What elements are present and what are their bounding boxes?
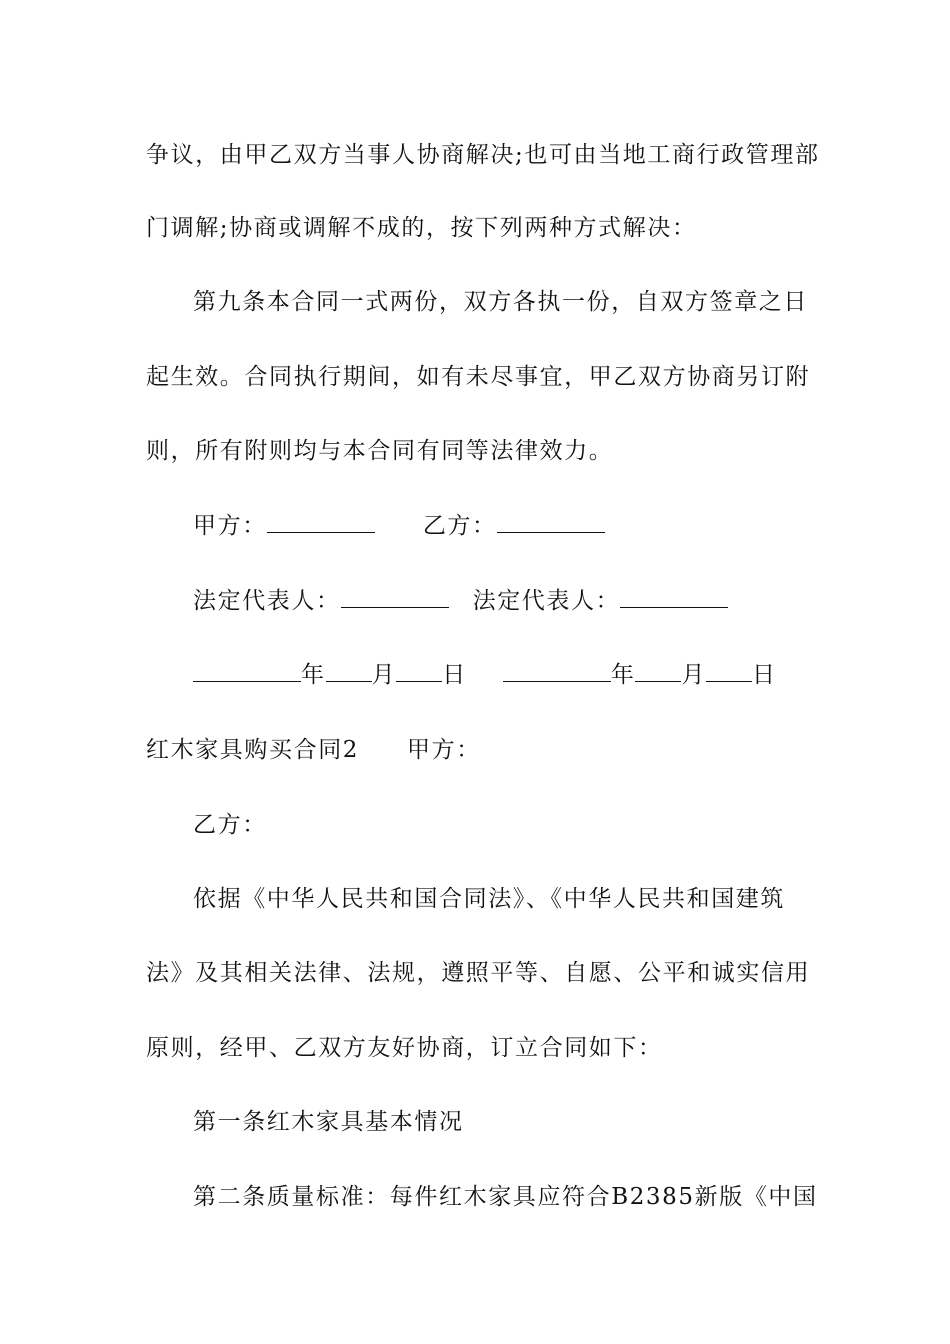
party-a-blank (267, 512, 375, 533)
rep-a-blank (341, 587, 449, 608)
day-label: 日 (442, 662, 467, 688)
year-b-blank (503, 661, 611, 682)
year-label: 年 (301, 662, 326, 688)
rep-b-label: 法定代表人： (472, 588, 621, 614)
intro-line: 法》及其相关法律、法规，遵照平等、自愿、公平和诚实信用 (146, 960, 811, 986)
paragraph-line: 则，所有附则均与本合同有同等法律效力。 (146, 438, 614, 464)
party-a-label: 甲方： (193, 513, 267, 539)
month-a-blank (326, 661, 372, 682)
rep-b-blank (620, 587, 728, 608)
month-label: 月 (371, 662, 397, 688)
month-label: 月 (681, 662, 707, 688)
contract-2-party-b: 乙方： (193, 812, 267, 838)
year-label: 年 (610, 662, 636, 688)
year-a-blank (193, 661, 301, 682)
day-label: 日 (752, 662, 777, 688)
paragraph-line: 起生效。合同执行期间，如有未尽事宜，甲乙双方协商另订附 (146, 364, 811, 390)
representative-row (193, 586, 813, 616)
day-b-blank (706, 661, 752, 682)
party-b-blank (497, 512, 605, 533)
contract-2-party-a: 甲方： (407, 737, 481, 763)
rep-a-label: 法定代表人： (193, 588, 341, 614)
party-signature-row (193, 511, 813, 541)
party-b-label: 乙方： (422, 513, 497, 539)
paragraph-line: 门调解;协商或调解不成的，按下列两种方式解决： (146, 215, 697, 241)
contract-2-title: 红木家具购买合同2 (146, 737, 360, 763)
date-row (193, 660, 813, 690)
article-2-line: 第二条质量标准：每件红木家具应符合B2385新版《中国 (193, 1184, 818, 1210)
intro-line: 依据《中华人民共和国合同法》、《中华人民共和国建筑 (193, 886, 785, 912)
month-b-blank (635, 661, 681, 682)
day-a-blank (396, 661, 442, 682)
paragraph-line: 争议，由甲乙双方当事人协商解决;也可由当地工商行政管理部 (146, 142, 820, 168)
intro-line: 原则，经甲、乙双方友好协商，订立合同如下： (146, 1035, 663, 1061)
article-9-line: 第九条本合同一式两份，双方各执一份，自双方签章之日 (193, 289, 808, 315)
contract-2-heading-row (146, 735, 816, 765)
article-1-heading: 第一条红木家具基本情况 (193, 1109, 464, 1135)
